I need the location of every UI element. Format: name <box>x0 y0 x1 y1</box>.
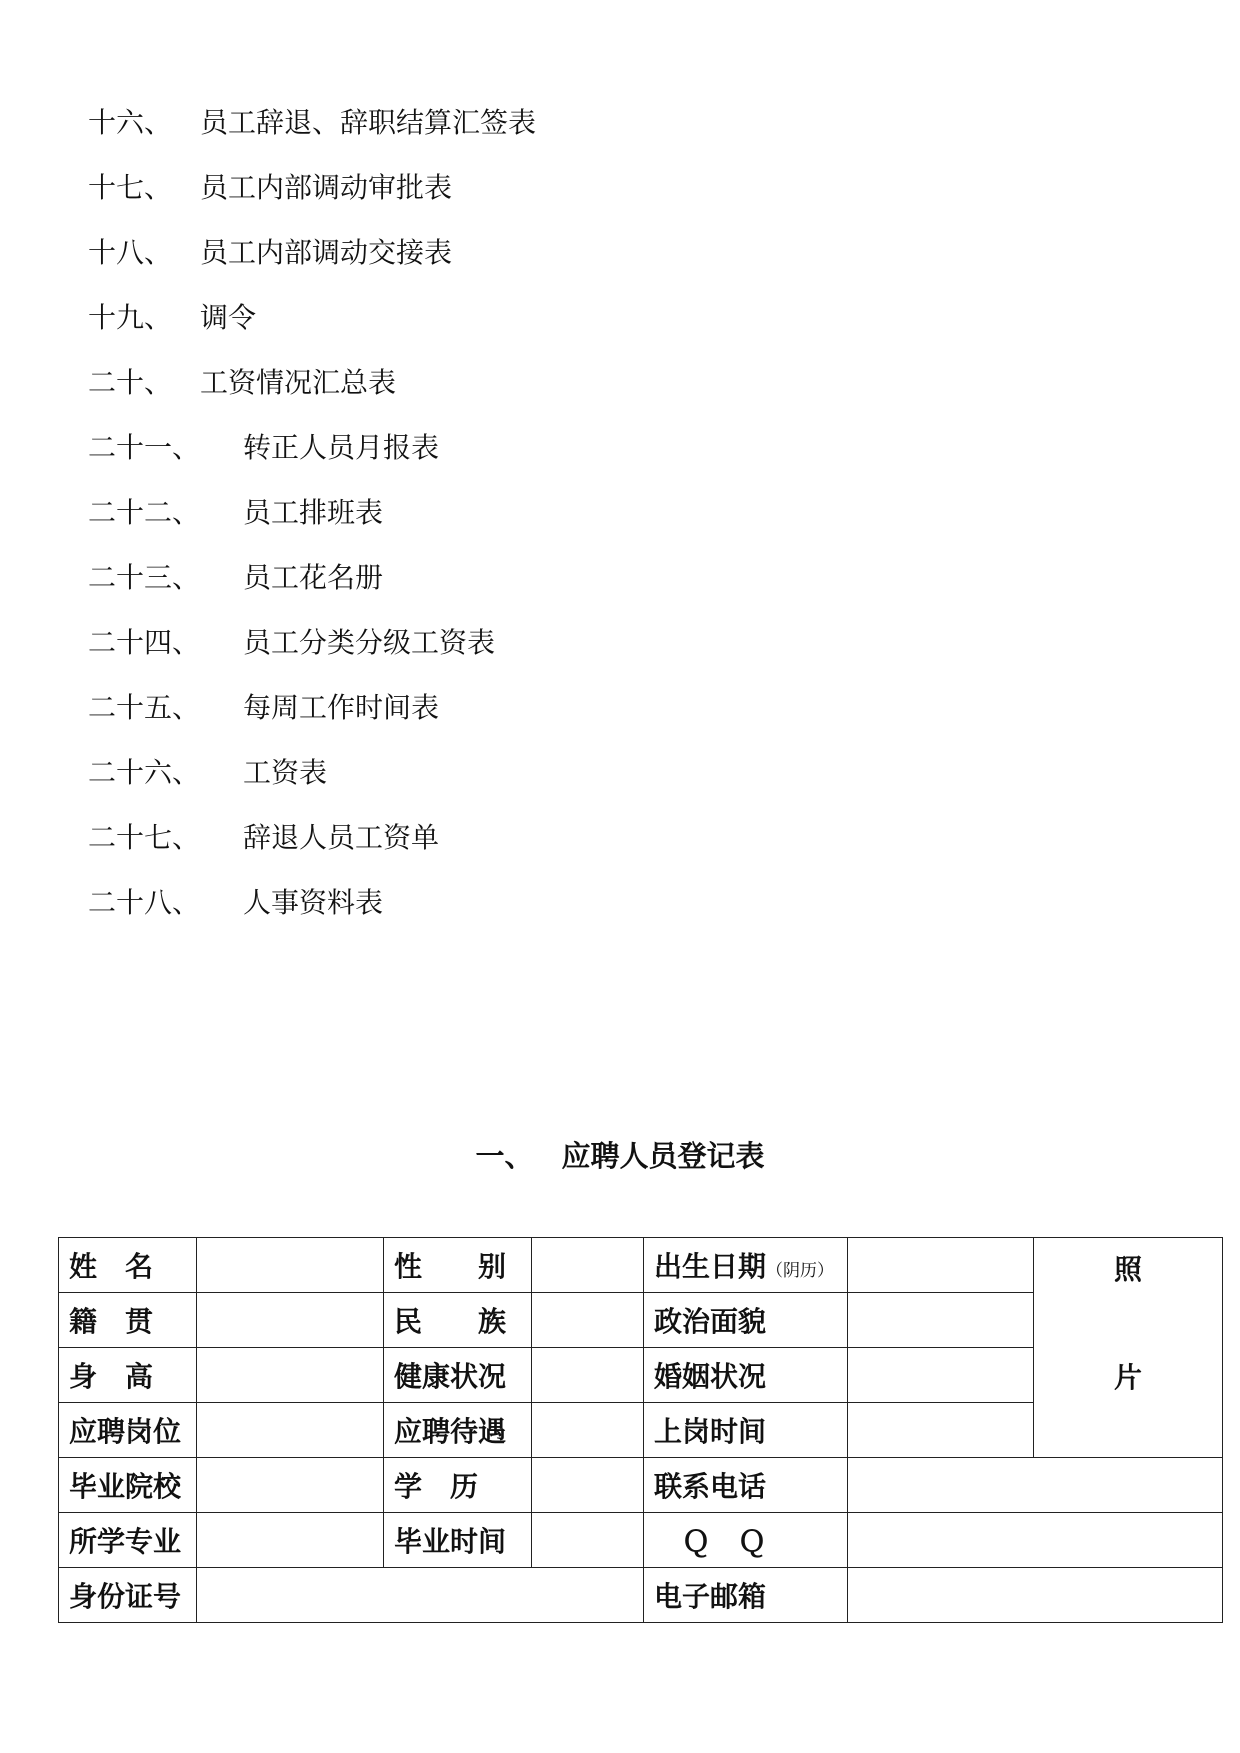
email-field[interactable] <box>848 1568 1223 1623</box>
political-status-field[interactable] <box>848 1293 1034 1348</box>
education-label: 学 历 <box>384 1458 532 1513</box>
health-label: 健康状况 <box>384 1348 532 1403</box>
form-row <box>59 1568 1223 1623</box>
toc-item-title: 工资表 <box>243 756 328 789</box>
toc-item-number: 二十一、 <box>88 431 201 464</box>
ethnicity-label: 民 族 <box>384 1293 532 1348</box>
position-label: 应聘岗位 <box>59 1403 197 1458</box>
position-field[interactable] <box>197 1403 384 1458</box>
toc-item-number: 二十、 <box>88 366 173 399</box>
toc-item-title: 调令 <box>200 301 257 334</box>
toc-item-title: 辞退人员工资单 <box>243 821 440 854</box>
toc-item-title: 员工内部调动交接表 <box>200 236 453 269</box>
toc-item <box>88 163 988 228</box>
toc-item-title: 工资情况汇总表 <box>200 366 397 399</box>
toc-item-title: 员工辞退、辞职结算汇签表 <box>200 106 537 139</box>
school-label: 毕业院校 <box>59 1458 197 1513</box>
toc-item <box>88 813 988 878</box>
toc-item-number: 二十四、 <box>88 626 201 659</box>
toc-item-title: 员工分类分级工资表 <box>243 626 496 659</box>
height-label: 身 高 <box>59 1348 197 1403</box>
birth-date-text: 出生日期 <box>654 1250 767 1283</box>
health-field[interactable] <box>532 1348 644 1403</box>
toc-item <box>88 488 988 553</box>
toc-item <box>88 98 988 163</box>
start-time-label: 上岗时间 <box>644 1403 848 1458</box>
email-label: 电子邮箱 <box>644 1568 848 1623</box>
toc-item <box>88 228 988 293</box>
toc-item-title: 员工花名册 <box>243 561 384 594</box>
political-status-label: 政治面貌 <box>644 1293 848 1348</box>
major-label: 所学专业 <box>59 1513 197 1568</box>
toc-item-number: 二十二、 <box>88 496 201 529</box>
toc-item <box>88 618 988 683</box>
qq-label: Ｑ Ｑ <box>644 1513 848 1568</box>
toc-item <box>88 553 988 618</box>
toc-item-title: 人事资料表 <box>243 886 384 919</box>
toc-item <box>88 748 988 813</box>
graduation-time-field[interactable] <box>532 1513 644 1568</box>
education-field[interactable] <box>532 1458 644 1513</box>
form-row <box>59 1513 1223 1568</box>
toc-item <box>88 293 988 358</box>
photo-label-bottom: 片 <box>1113 1361 1142 1394</box>
applicant-registration-form <box>58 1237 1223 1623</box>
toc-item-number: 十八、 <box>88 236 173 269</box>
toc-item-number: 十九、 <box>88 301 173 334</box>
toc-item <box>88 423 988 488</box>
gender-field[interactable] <box>532 1238 644 1293</box>
form-row <box>59 1458 1223 1513</box>
height-field[interactable] <box>197 1348 384 1403</box>
name-label: 姓 名 <box>59 1238 197 1293</box>
native-place-label: 籍 贯 <box>59 1293 197 1348</box>
native-place-field[interactable] <box>197 1293 384 1348</box>
photo-box[interactable] <box>1034 1238 1223 1458</box>
qq-field[interactable] <box>848 1513 1223 1568</box>
birth-date-note: （阴历） <box>766 1261 835 1281</box>
salary-expectation-field[interactable] <box>532 1403 644 1458</box>
birth-date-field[interactable] <box>848 1238 1034 1293</box>
id-number-label: 身份证号 <box>59 1568 197 1623</box>
phone-field[interactable] <box>848 1458 1223 1513</box>
toc-item-number: 二十八、 <box>88 886 201 919</box>
start-time-field[interactable] <box>848 1403 1034 1458</box>
photo-label-top: 照 <box>1113 1253 1142 1286</box>
toc-item-number: 十七、 <box>88 171 173 204</box>
salary-expectation-label: 应聘待遇 <box>384 1403 532 1458</box>
phone-label: 联系电话 <box>644 1458 848 1513</box>
marital-status-field[interactable] <box>848 1348 1034 1403</box>
toc-item-number: 十六、 <box>88 106 173 139</box>
ethnicity-field[interactable] <box>532 1293 644 1348</box>
toc-item-number: 二十六、 <box>88 756 201 789</box>
toc-item-number: 二十三、 <box>88 561 201 594</box>
form-title: 应聘人员登记表 <box>561 1139 765 1173</box>
gender-label: 性 别 <box>384 1238 532 1293</box>
toc-item-number: 二十七、 <box>88 821 201 854</box>
toc-item <box>88 878 988 943</box>
form-heading <box>0 1136 1240 1176</box>
toc-item-title: 每周工作时间表 <box>243 691 440 724</box>
toc-list <box>88 98 988 943</box>
form-row <box>59 1238 1223 1293</box>
name-field[interactable] <box>197 1238 384 1293</box>
toc-item-number: 二十五、 <box>88 691 201 724</box>
form-section-number: 一、 <box>475 1139 534 1173</box>
toc-item-title: 员工排班表 <box>243 496 384 529</box>
id-number-field[interactable] <box>197 1568 644 1623</box>
graduation-time-label: 毕业时间 <box>384 1513 532 1568</box>
toc-item-title: 员工内部调动审批表 <box>200 171 453 204</box>
birth-date-label <box>644 1238 848 1293</box>
toc-item <box>88 358 988 423</box>
school-field[interactable] <box>197 1458 384 1513</box>
toc-item-title: 转正人员月报表 <box>243 431 440 464</box>
major-field[interactable] <box>197 1513 384 1568</box>
marital-status-label: 婚姻状况 <box>644 1348 848 1403</box>
toc-item <box>88 683 988 748</box>
